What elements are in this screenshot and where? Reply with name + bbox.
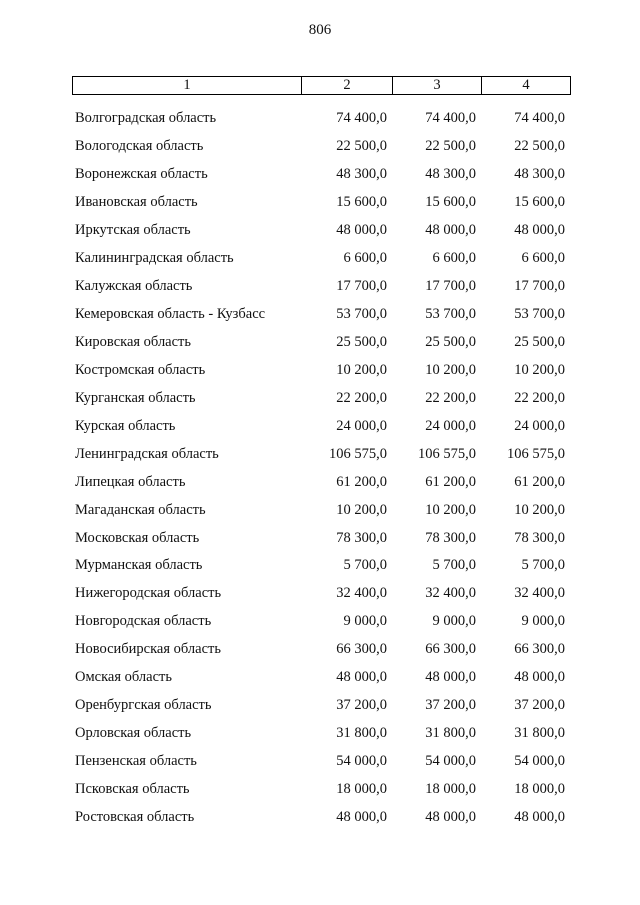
amount-cell-col-4: 66 300,0: [514, 641, 565, 658]
table-row: [72, 105, 571, 133]
table-row: [72, 580, 571, 608]
amount-cell-col-2: 61 200,0: [336, 473, 387, 490]
amount-cell-col-3: 9 000,0: [432, 613, 476, 630]
table-row: [72, 189, 571, 217]
table-row: [72, 217, 571, 245]
amount-cell-col-2: 78 300,0: [336, 529, 387, 546]
region-name-cell: Мурманская область: [75, 557, 203, 574]
table-row: [72, 329, 571, 357]
amount-cell-col-3: 18 000,0: [425, 780, 476, 797]
amount-cell-col-3: 53 700,0: [425, 306, 476, 323]
amount-cell-col-3: 48 000,0: [425, 808, 476, 825]
amount-cell-col-2: 54 000,0: [336, 753, 387, 770]
amount-cell-col-4: 31 800,0: [514, 725, 565, 742]
amount-cell-col-3: 74 400,0: [425, 110, 476, 127]
page-number: 806: [308, 22, 332, 38]
amount-cell-col-4: 15 600,0: [514, 194, 565, 211]
table-row: [72, 301, 571, 329]
amount-cell-col-3: 106 575,0: [418, 445, 476, 462]
region-name-cell: Липецкая область: [75, 473, 186, 490]
table-row: [72, 692, 571, 720]
amount-cell-col-3: 15 600,0: [425, 194, 476, 211]
table-row: [72, 664, 571, 692]
amount-cell-col-2: 9 000,0: [343, 613, 387, 630]
table-row: [72, 161, 571, 189]
amount-cell-col-3: 48 000,0: [425, 222, 476, 239]
amount-cell-col-3: 48 300,0: [425, 166, 476, 183]
amount-cell-col-4: 22 500,0: [514, 138, 565, 155]
region-name-cell: Воронежская область: [75, 166, 208, 183]
amount-cell-col-2: 22 500,0: [336, 138, 387, 155]
region-name-cell: Курганская область: [75, 389, 196, 406]
amount-cell-col-2: 6 600,0: [343, 250, 387, 267]
amount-cell-col-2: 25 500,0: [336, 333, 387, 350]
amount-cell-col-2: 18 000,0: [336, 780, 387, 797]
amount-cell-col-4: 48 000,0: [514, 808, 565, 825]
table-row: [72, 720, 571, 748]
amount-cell-col-4: 74 400,0: [514, 110, 565, 127]
region-name-cell: Псковская область: [75, 780, 190, 797]
region-name-cell: Новосибирская область: [75, 641, 221, 658]
amount-cell-col-2: 15 600,0: [336, 194, 387, 211]
amount-cell-col-4: 106 575,0: [507, 445, 565, 462]
amount-cell-col-2: 74 400,0: [336, 110, 387, 127]
amount-cell-col-2: 24 000,0: [336, 417, 387, 434]
amount-cell-col-2: 5 700,0: [343, 557, 387, 574]
amount-cell-col-3: 24 000,0: [425, 417, 476, 434]
region-name-cell: Кемеровская область - Кузбасс: [75, 306, 266, 323]
table-row: [72, 803, 571, 831]
amount-cell-col-3: 48 000,0: [425, 669, 476, 686]
amount-cell-col-3: 25 500,0: [425, 333, 476, 350]
header-cell-col-1: 1: [183, 77, 191, 93]
amount-cell-col-2: 31 800,0: [336, 725, 387, 742]
table-row: [72, 468, 571, 496]
region-name-cell: Волгоградская область: [75, 110, 217, 127]
amount-cell-col-3: 32 400,0: [425, 585, 476, 602]
amount-cell-col-3: 22 200,0: [425, 389, 476, 406]
amount-cell-col-2: 66 300,0: [336, 641, 387, 658]
amount-cell-col-4: 24 000,0: [514, 417, 565, 434]
amount-cell-col-4: 32 400,0: [514, 585, 565, 602]
table-body: [72, 105, 571, 831]
region-name-cell: Ленинградская область: [75, 445, 219, 462]
table-row: [72, 440, 571, 468]
amount-cell-col-4: 10 200,0: [514, 361, 565, 378]
data-table: [72, 76, 571, 831]
table-row: [72, 273, 571, 301]
region-name-cell: Ростовская область: [75, 808, 195, 825]
amount-cell-col-2: 10 200,0: [336, 501, 387, 518]
amount-cell-col-4: 22 200,0: [514, 389, 565, 406]
amount-cell-col-2: 32 400,0: [336, 585, 387, 602]
amount-cell-col-2: 48 000,0: [336, 808, 387, 825]
amount-cell-col-2: 48 000,0: [336, 222, 387, 239]
amount-cell-col-4: 5 700,0: [521, 557, 565, 574]
region-name-cell: Оренбургская область: [75, 697, 212, 714]
table-row: [72, 524, 571, 552]
amount-cell-col-3: 37 200,0: [425, 697, 476, 714]
amount-cell-col-2: 17 700,0: [336, 278, 387, 295]
region-name-cell: Омская область: [75, 669, 172, 686]
amount-cell-col-3: 10 200,0: [425, 361, 476, 378]
amount-cell-col-3: 61 200,0: [425, 473, 476, 490]
amount-cell-col-3: 6 600,0: [432, 250, 476, 267]
amount-cell-col-4: 48 000,0: [514, 669, 565, 686]
amount-cell-col-2: 37 200,0: [336, 697, 387, 714]
region-name-cell: Нижегородская область: [75, 585, 222, 602]
amount-cell-col-3: 10 200,0: [425, 501, 476, 518]
region-name-cell: Калининградская область: [75, 250, 234, 267]
region-name-cell: Калужская область: [75, 278, 193, 295]
amount-cell-col-4: 17 700,0: [514, 278, 565, 295]
table-row: [72, 636, 571, 664]
amount-cell-col-4: 6 600,0: [521, 250, 565, 267]
amount-cell-col-2: 53 700,0: [336, 306, 387, 323]
amount-cell-col-2: 22 200,0: [336, 389, 387, 406]
region-name-cell: Костромская область: [75, 361, 206, 378]
header-cell-col-3: 3: [392, 77, 481, 94]
amount-cell-col-3: 31 800,0: [425, 725, 476, 742]
table-header-row: [72, 76, 571, 95]
header-cell-col-2: 2: [301, 77, 392, 94]
region-name-cell: Ивановская область: [75, 194, 198, 211]
region-name-cell: Пензенская область: [75, 753, 197, 770]
amount-cell-col-2: 48 300,0: [336, 166, 387, 183]
amount-cell-col-4: 48 000,0: [514, 222, 565, 239]
table-row: [72, 496, 571, 524]
region-name-cell: Магаданская область: [75, 501, 206, 518]
amount-cell-col-3: 5 700,0: [432, 557, 476, 574]
table-row: [72, 384, 571, 412]
region-name-cell: Вологодская область: [75, 138, 204, 155]
amount-cell-col-4: 61 200,0: [514, 473, 565, 490]
table-row: [72, 748, 571, 776]
amount-cell-col-4: 9 000,0: [521, 613, 565, 630]
table-row: [72, 412, 571, 440]
table-row: [72, 608, 571, 636]
amount-cell-col-4: 54 000,0: [514, 753, 565, 770]
amount-cell-col-3: 66 300,0: [425, 641, 476, 658]
table-row: [72, 552, 571, 580]
table-row: [72, 133, 571, 161]
amount-cell-col-4: 78 300,0: [514, 529, 565, 546]
amount-cell-col-2: 48 000,0: [336, 669, 387, 686]
table-row: [72, 776, 571, 804]
region-name-cell: Московская область: [75, 529, 200, 546]
amount-cell-col-4: 10 200,0: [514, 501, 565, 518]
amount-cell-col-4: 25 500,0: [514, 333, 565, 350]
header-cell-col-4: 4: [481, 77, 570, 94]
amount-cell-col-4: 18 000,0: [514, 780, 565, 797]
amount-cell-col-4: 37 200,0: [514, 697, 565, 714]
amount-cell-col-3: 22 500,0: [425, 138, 476, 155]
region-name-cell: Кировская область: [75, 333, 192, 350]
table-row: [72, 245, 571, 273]
amount-cell-col-2: 106 575,0: [329, 445, 387, 462]
amount-cell-col-4: 53 700,0: [514, 306, 565, 323]
region-name-cell: Орловская область: [75, 725, 192, 742]
amount-cell-col-3: 54 000,0: [425, 753, 476, 770]
table-row: [72, 356, 571, 384]
region-name-cell: Новгородская область: [75, 613, 212, 630]
region-name-cell: Курская область: [75, 417, 176, 434]
amount-cell-col-3: 17 700,0: [425, 278, 476, 295]
amount-cell-col-2: 10 200,0: [336, 361, 387, 378]
region-name-cell: Иркутская область: [75, 222, 191, 239]
amount-cell-col-3: 78 300,0: [425, 529, 476, 546]
amount-cell-col-4: 48 300,0: [514, 166, 565, 183]
